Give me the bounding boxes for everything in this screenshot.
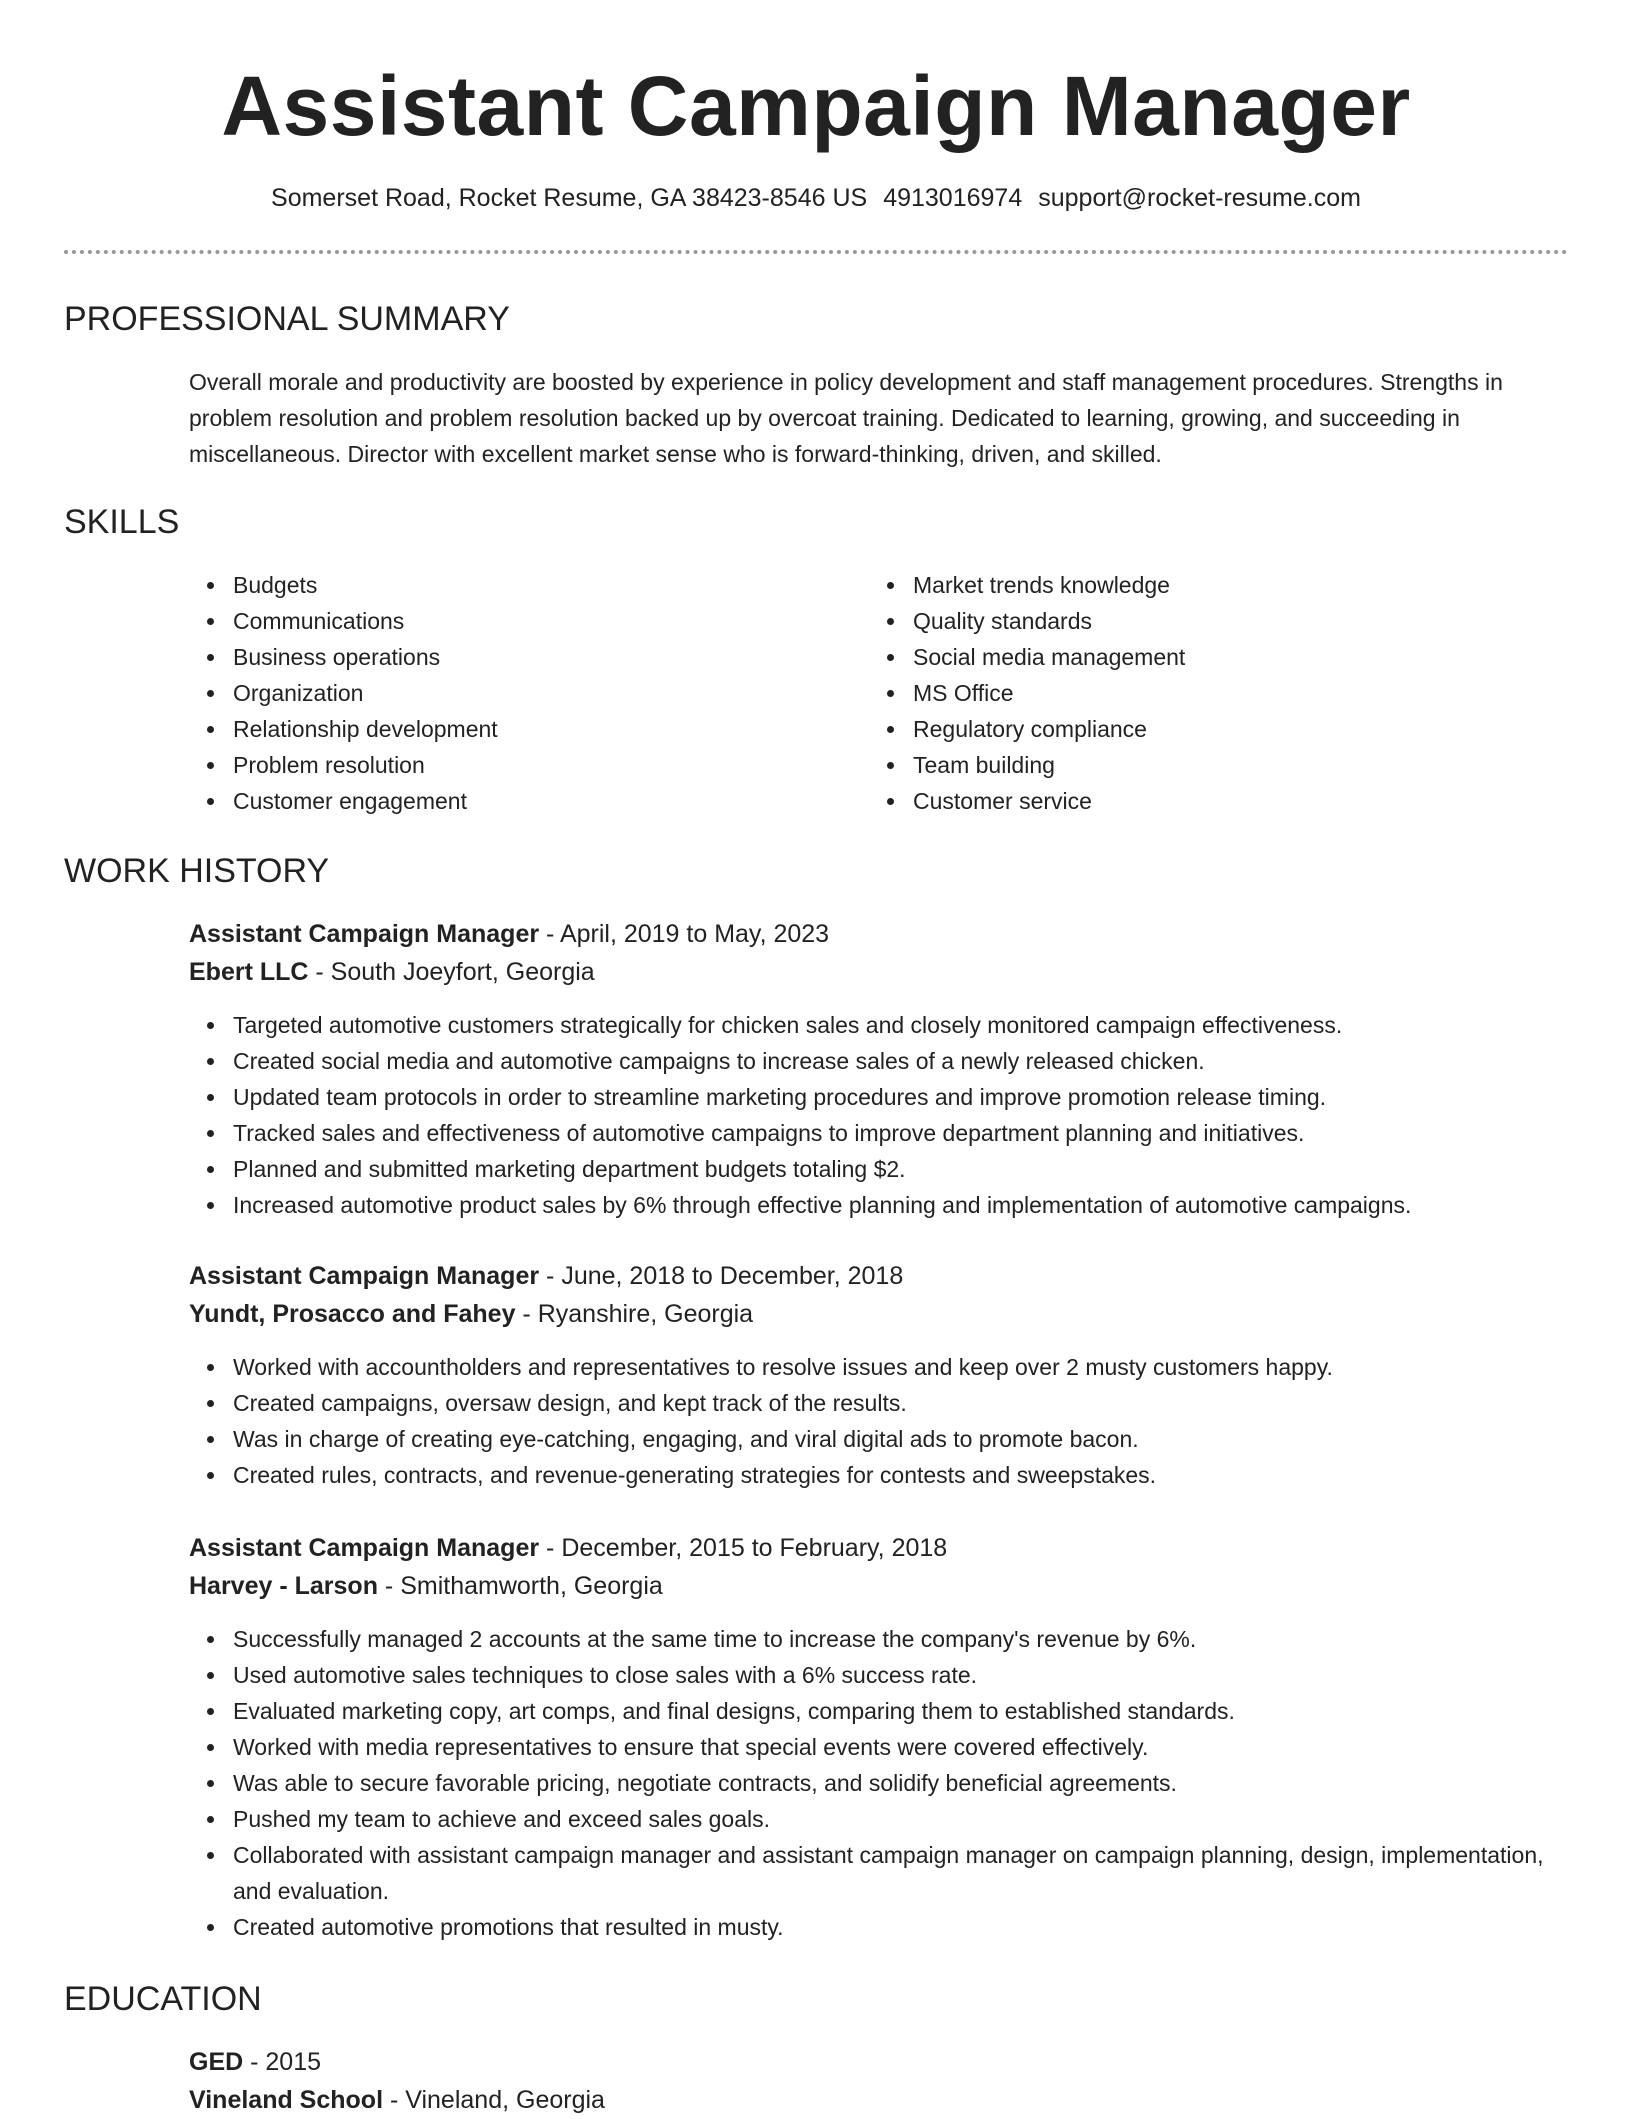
summary-heading: PROFESSIONAL SUMMARY [64,300,510,338]
education-school-line: Vineland School - Vineland, Georgia [189,2086,605,2114]
job-dates: December, 2015 to February, 2018 [561,1534,948,1562]
skill-item: Business operations [189,639,809,675]
skill-item: Organization [189,675,809,711]
job-role: Assistant Campaign Manager [189,1262,540,1290]
skills-heading: SKILLS [64,503,180,541]
skill-item: Quality standards [869,603,1509,639]
contact-address: Somerset Road, Rocket Resume, GA 38423-8546 US [271,184,868,212]
job-role: Assistant Campaign Manager [189,920,540,948]
job-bullet: Was able to secure favorable pricing, negotiate contracts, and solidify beneficial agreements. [189,1765,1569,1801]
skill-item: Relationship development [189,711,809,747]
skill-item: Customer engagement [189,783,809,819]
job-role: Assistant Campaign Manager [189,1534,540,1562]
education-degree: GED [189,2048,244,2076]
contact-email: support@rocket-resume.com [1038,184,1361,212]
education-heading: EDUCATION [64,1980,262,2018]
education-location: Vineland, Georgia [405,2086,605,2114]
job-bullet: Created campaigns, oversaw design, and kept track of the results. [189,1385,1569,1421]
job-title-line: Assistant Campaign Manager - April, 2019 to May, 2023 [189,920,830,948]
education-year: 2015 [265,2048,322,2076]
skill-item: Regulatory compliance [869,711,1509,747]
job-entry [189,1257,1569,1493]
skills-left-column [189,567,809,819]
job-company-line: Ebert LLC - South Joeyfort, Georgia [189,958,595,986]
summary-text: Overall morale and productivity are boosted by experience in policy development and staff management procedures. Strengths in problem resolution and problem resolution backed up by overcoat training. Dedicated to learning, growing, and succeeding in miscellaneous. Director with excellent market sense who is forward-thinking, driven, and skilled. [189,369,1503,467]
work-heading: WORK HISTORY [64,852,330,890]
job-bullet: Increased automotive product sales by 6% through effective planning and implementation of automotive campaigns. [189,1187,1569,1223]
job-bullet: Worked with media representatives to ensure that special events were covered effectively. [189,1729,1569,1765]
job-bullet: Created automotive promotions that resulted in musty. [189,1909,1569,1945]
job-bullet: Successfully managed 2 accounts at the same time to increase the company's revenue by 6%. [189,1621,1569,1657]
job-bullet: Was in charge of creating eye-catching, engaging, and viral digital ads to promote bacon. [189,1421,1569,1457]
job-location: Ryanshire, Georgia [537,1300,754,1328]
skill-item: Communications [189,603,809,639]
job-company: Ebert LLC [189,958,309,986]
job-company-line: Yundt, Prosacco and Fahey - Ryanshire, Georgia [189,1300,754,1328]
contact-line [0,180,1632,216]
job-bullet: Created social media and automotive campaigns to increase sales of a newly released chicken. [189,1043,1569,1079]
job-bullet: Collaborated with assistant campaign manager and assistant campaign manager on campaign planning, design, implementation, and evaluation. [189,1837,1569,1909]
education-degree-line: GED - 2015 [189,2048,322,2076]
job-entry [189,915,1569,1223]
job-entry [189,1529,1569,1945]
skill-item: Customer service [869,783,1509,819]
job-bullet: Worked with accountholders and representatives to resolve issues and keep over 2 musty customers happy. [189,1349,1569,1385]
job-bullet: Tracked sales and effectiveness of automotive campaigns to improve department planning and initiatives. [189,1115,1569,1151]
job-dates: June, 2018 to December, 2018 [561,1262,904,1290]
job-title-line: Assistant Campaign Manager - June, 2018 to December, 2018 [189,1262,904,1290]
skill-item: Budgets [189,567,809,603]
job-title-line: Assistant Campaign Manager - December, 2015 to February, 2018 [189,1534,948,1562]
job-location: South Joeyfort, Georgia [330,958,595,986]
job-dates: April, 2019 to May, 2023 [559,920,830,948]
job-company: Harvey - Larson [189,1572,378,1600]
job-bullet: Targeted automotive customers strategically for chicken sales and closely monitored campaign effectiveness. [189,1007,1569,1043]
education-school: Vineland School [189,2086,384,2114]
job-bullet: Pushed my team to achieve and exceed sales goals. [189,1801,1569,1837]
skill-item: Team building [869,747,1509,783]
skill-item: Problem resolution [189,747,809,783]
job-bullet: Updated team protocols in order to streamline marketing procedures and improve promotion release timing. [189,1079,1569,1115]
skill-item: Market trends knowledge [869,567,1509,603]
job-location: Smithamworth, Georgia [400,1572,663,1600]
job-bullet: Evaluated marketing copy, art comps, and final designs, comparing them to established standards. [189,1693,1569,1729]
job-company-line: Harvey - Larson - Smithamworth, Georgia [189,1572,663,1600]
education-entry [189,2043,1569,2119]
job-company: Yundt, Prosacco and Fahey [189,1300,516,1328]
resume-name: Assistant Campaign Manager [221,59,1411,153]
job-bullet: Used automotive sales techniques to close sales with a 6% success rate. [189,1657,1569,1693]
skills-right-column [869,567,1509,819]
contact-phone: 4913016974 [883,184,1023,212]
skill-item: MS Office [869,675,1509,711]
job-bullet: Created rules, contracts, and revenue-generating strategies for contests and sweepstakes. [189,1457,1569,1493]
job-bullet: Planned and submitted marketing department budgets totaling $2. [189,1151,1569,1187]
header-divider [64,250,1568,254]
skill-item: Social media management [869,639,1509,675]
